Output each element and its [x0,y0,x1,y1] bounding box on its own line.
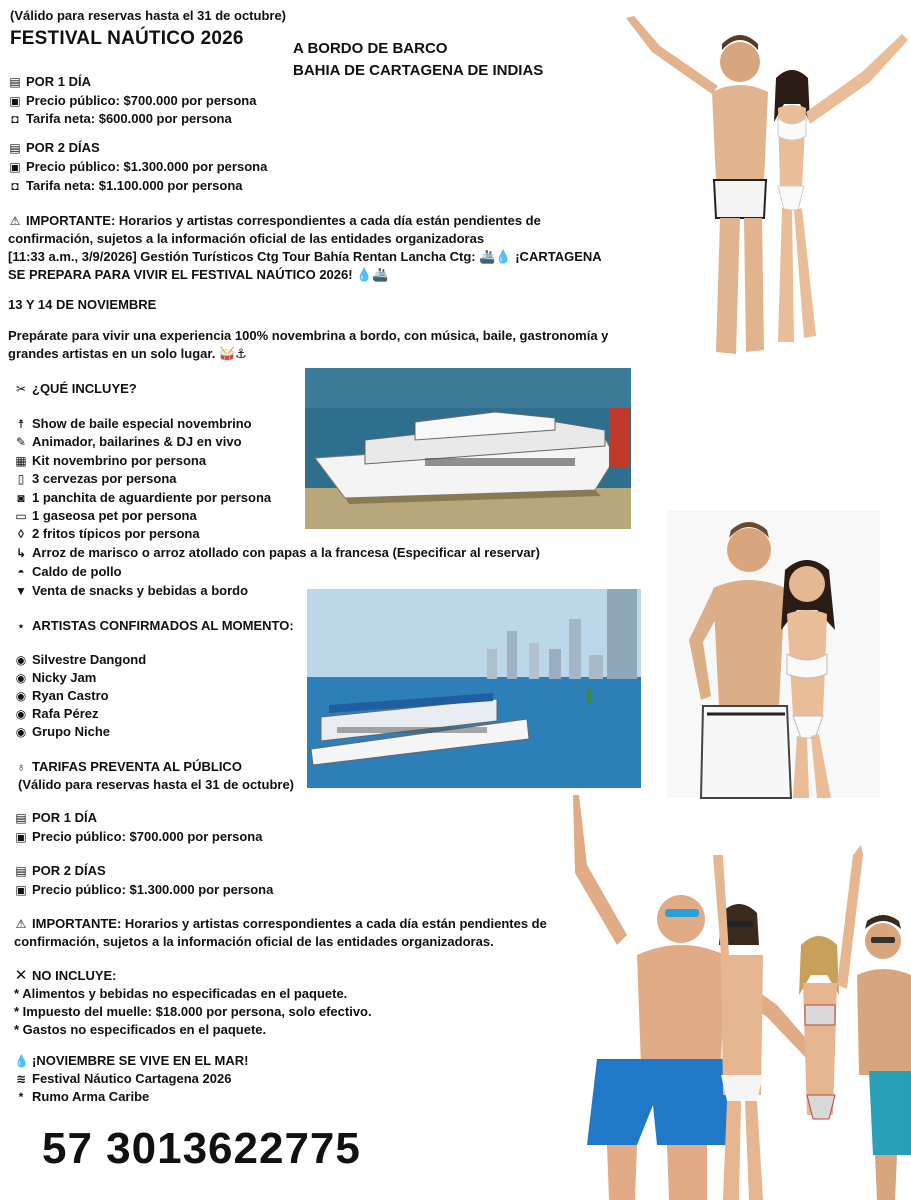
not-included-item: * Alimentos y bebidas no especificadas en el paquete. [14,986,348,1001]
presale-heading: ♁ TARIFAS PREVENTA AL PÚBLICO [14,758,242,776]
day2-public-price: ▣ Precio público: $1.300.000 por persona [9,159,268,174]
warning-icon: ⚠ [9,214,21,228]
subtitle-line-1: A BORDO DE BARCO [293,40,448,57]
cross-icon: ✕ [14,967,28,984]
include-item: ◓ Caldo de pollo [14,563,122,581]
subtitle-line-2: BAHIA DE CARTAGENA DE INDIAS [293,62,544,79]
notice-1-line-3: [11:33 a.m., 3/9/2026] Gestión Turísticos Ctg Tour Bahía Rentan Lancha Ctg: 🚢💧 ¡CARTAGENA [8,249,602,264]
moneybag-icon: ♁ [16,760,26,774]
artist-item: ◉ Rafa Pérez [15,706,99,721]
dancer-icon: ☨ [17,417,25,431]
artist-item: ◉ Grupo Niche [15,724,111,739]
include-item: ▼ Venta de snacks y bebidas a bordo [15,583,249,598]
artist-icon: ◉ [15,707,27,721]
shrimp-icon: ↳ [15,546,27,560]
artist-item: ◉ Silvestre Dangond [15,652,147,667]
drink-icon: ▼ [15,584,27,598]
snack-icon: ◊ [18,527,24,541]
drop-icon: 💧 [14,1054,29,1068]
couple-photo-middle [667,510,880,798]
include-item: ✎ Animador, bailarines & DJ en vivo [15,434,242,449]
day1-net-price: ◘ Tarifa neta: $600.000 por persona [8,110,232,128]
artist-icon: ◉ [15,689,27,703]
presale-validity: (Válido para reservas hasta el 31 de octubre) [18,777,295,792]
bowl-icon: ◓ [17,565,25,579]
day1-public-price: ▣ Precio público: $700.000 por persona [9,93,257,108]
calendar-icon: ▤ [9,75,21,89]
boat-photo-2 [307,589,641,788]
day1-heading: ▤ POR 1 DÍA [9,74,92,89]
include-item: ▯ 3 cervezas por persona [14,470,177,488]
mic-icon: ✎ [15,435,27,449]
closing-line-2: ≋ Festival Náutico Cartagena 2026 [15,1071,232,1086]
money-icon: ▣ [9,160,21,174]
artist-icon: ◉ [15,653,27,667]
event-dates: 13 Y 14 DE NOVIEMBRE [8,297,157,312]
money-icon: ▣ [9,94,21,108]
includes-heading: ✂ ¿QUÉ INCLUYE? [15,381,137,396]
notice-2-line-2: confirmación, sujetos a la información oficial de las entidades organizadoras. [14,934,494,949]
wave-icon: ≋ [15,1072,27,1086]
calendar-icon: ▤ [15,864,27,878]
star-icon: ⋆ [17,619,25,633]
bottle-icon: ◙ [17,491,25,505]
page-title: FESTIVAL NAÚTICO 2026 [10,28,244,49]
day2-heading: ▤ POR 2 DÍAS [9,140,100,155]
group-photo-bottom [557,795,911,1200]
not-included-item: * Gastos no especificados en el paquete. [14,1022,267,1037]
closing-line-1: 💧 ¡NOVIEMBRE SE VIVE EN EL MAR! [14,1053,249,1068]
calendar-icon: ▤ [15,811,27,825]
artist-item: ◉ Nicky Jam [15,670,97,685]
include-item: ◙ 1 panchita de aguardiente por persona [14,489,271,507]
validity-note: (Válido para reservas hasta el 31 de octubre) [10,8,287,23]
briefcase-icon: ◘ [11,112,19,126]
money-icon: ▣ [15,883,27,897]
artist-item: ◉ Ryan Castro [15,688,109,703]
artist-icon: ◉ [15,671,27,685]
star-icon: * [18,1090,24,1104]
artist-icon: ◉ [15,725,27,739]
presale-day1-price: ▣ Precio público: $700.000 por persona [15,829,263,844]
include-item: ↳ Arroz de marisco o arroz atollado con papas a la francesa (Especificar al reservar) [15,545,540,560]
money-icon: ▣ [15,830,27,844]
closing-line-3: * Rumo Arma Caribe [14,1088,149,1096]
boat-photo-1 [305,368,631,529]
phone-number: 57 3013622775 [42,1124,361,1173]
dancer-icon: ✂ [15,382,27,396]
warning-icon: ⚠ [15,917,27,931]
include-item: ☨ Show de baile especial novembrino [14,415,252,433]
intro-line-1: Prepárate para vivir una experiencia 100% novembrina a bordo, con música, baile, gastronomía y [8,328,609,343]
couple-photo-top [612,12,911,382]
notice-2-line-1: ⚠ IMPORTANTE: Horarios y artistas correspondientes a cada día están pendientes de [15,916,547,931]
include-item: ◊ 2 fritos típicos por persona [14,525,200,543]
presale-day2-heading: ▤ POR 2 DÍAS [15,863,106,878]
include-item: ▭ 1 gaseosa pet por persona [15,508,197,523]
presale-day2-price: ▣ Precio público: $1.300.000 por persona [15,882,274,897]
notice-1-line-4: SE PREPARA PARA VIVIR EL FESTIVAL NAÚTICO 2026! 💧🚢 [8,267,389,282]
not-included-heading: ✕ NO INCLUYE: [14,967,117,984]
intro-line-2: grandes artistas en un solo lugar. 🥁⚓ [8,346,247,361]
gift-icon: ▦ [15,454,27,468]
day2-net-price: ◘ Tarifa neta: $1.100.000 por persona [8,177,243,195]
cup-icon: ▭ [15,509,27,523]
notice-1-line-1: ⚠ IMPORTANTE: Horarios y artistas correspondientes a cada día están pendientes de [9,213,541,228]
beer-icon: ▯ [17,472,25,486]
calendar-icon: ▤ [9,141,21,155]
not-included-item: * Impuesto del muelle: $18.000 por persona, solo efectivo. [14,1004,372,1019]
briefcase-icon: ◘ [11,179,19,193]
notice-1-line-2: confirmación, sujetos a la información oficial de las entidades organizadoras [8,231,485,246]
presale-day1-heading: ▤ POR 1 DÍA [15,810,98,825]
artists-heading: ⋆ ARTISTAS CONFIRMADOS AL MOMENTO: [14,617,294,635]
include-item: ▦ Kit novembrino por persona [15,453,207,468]
